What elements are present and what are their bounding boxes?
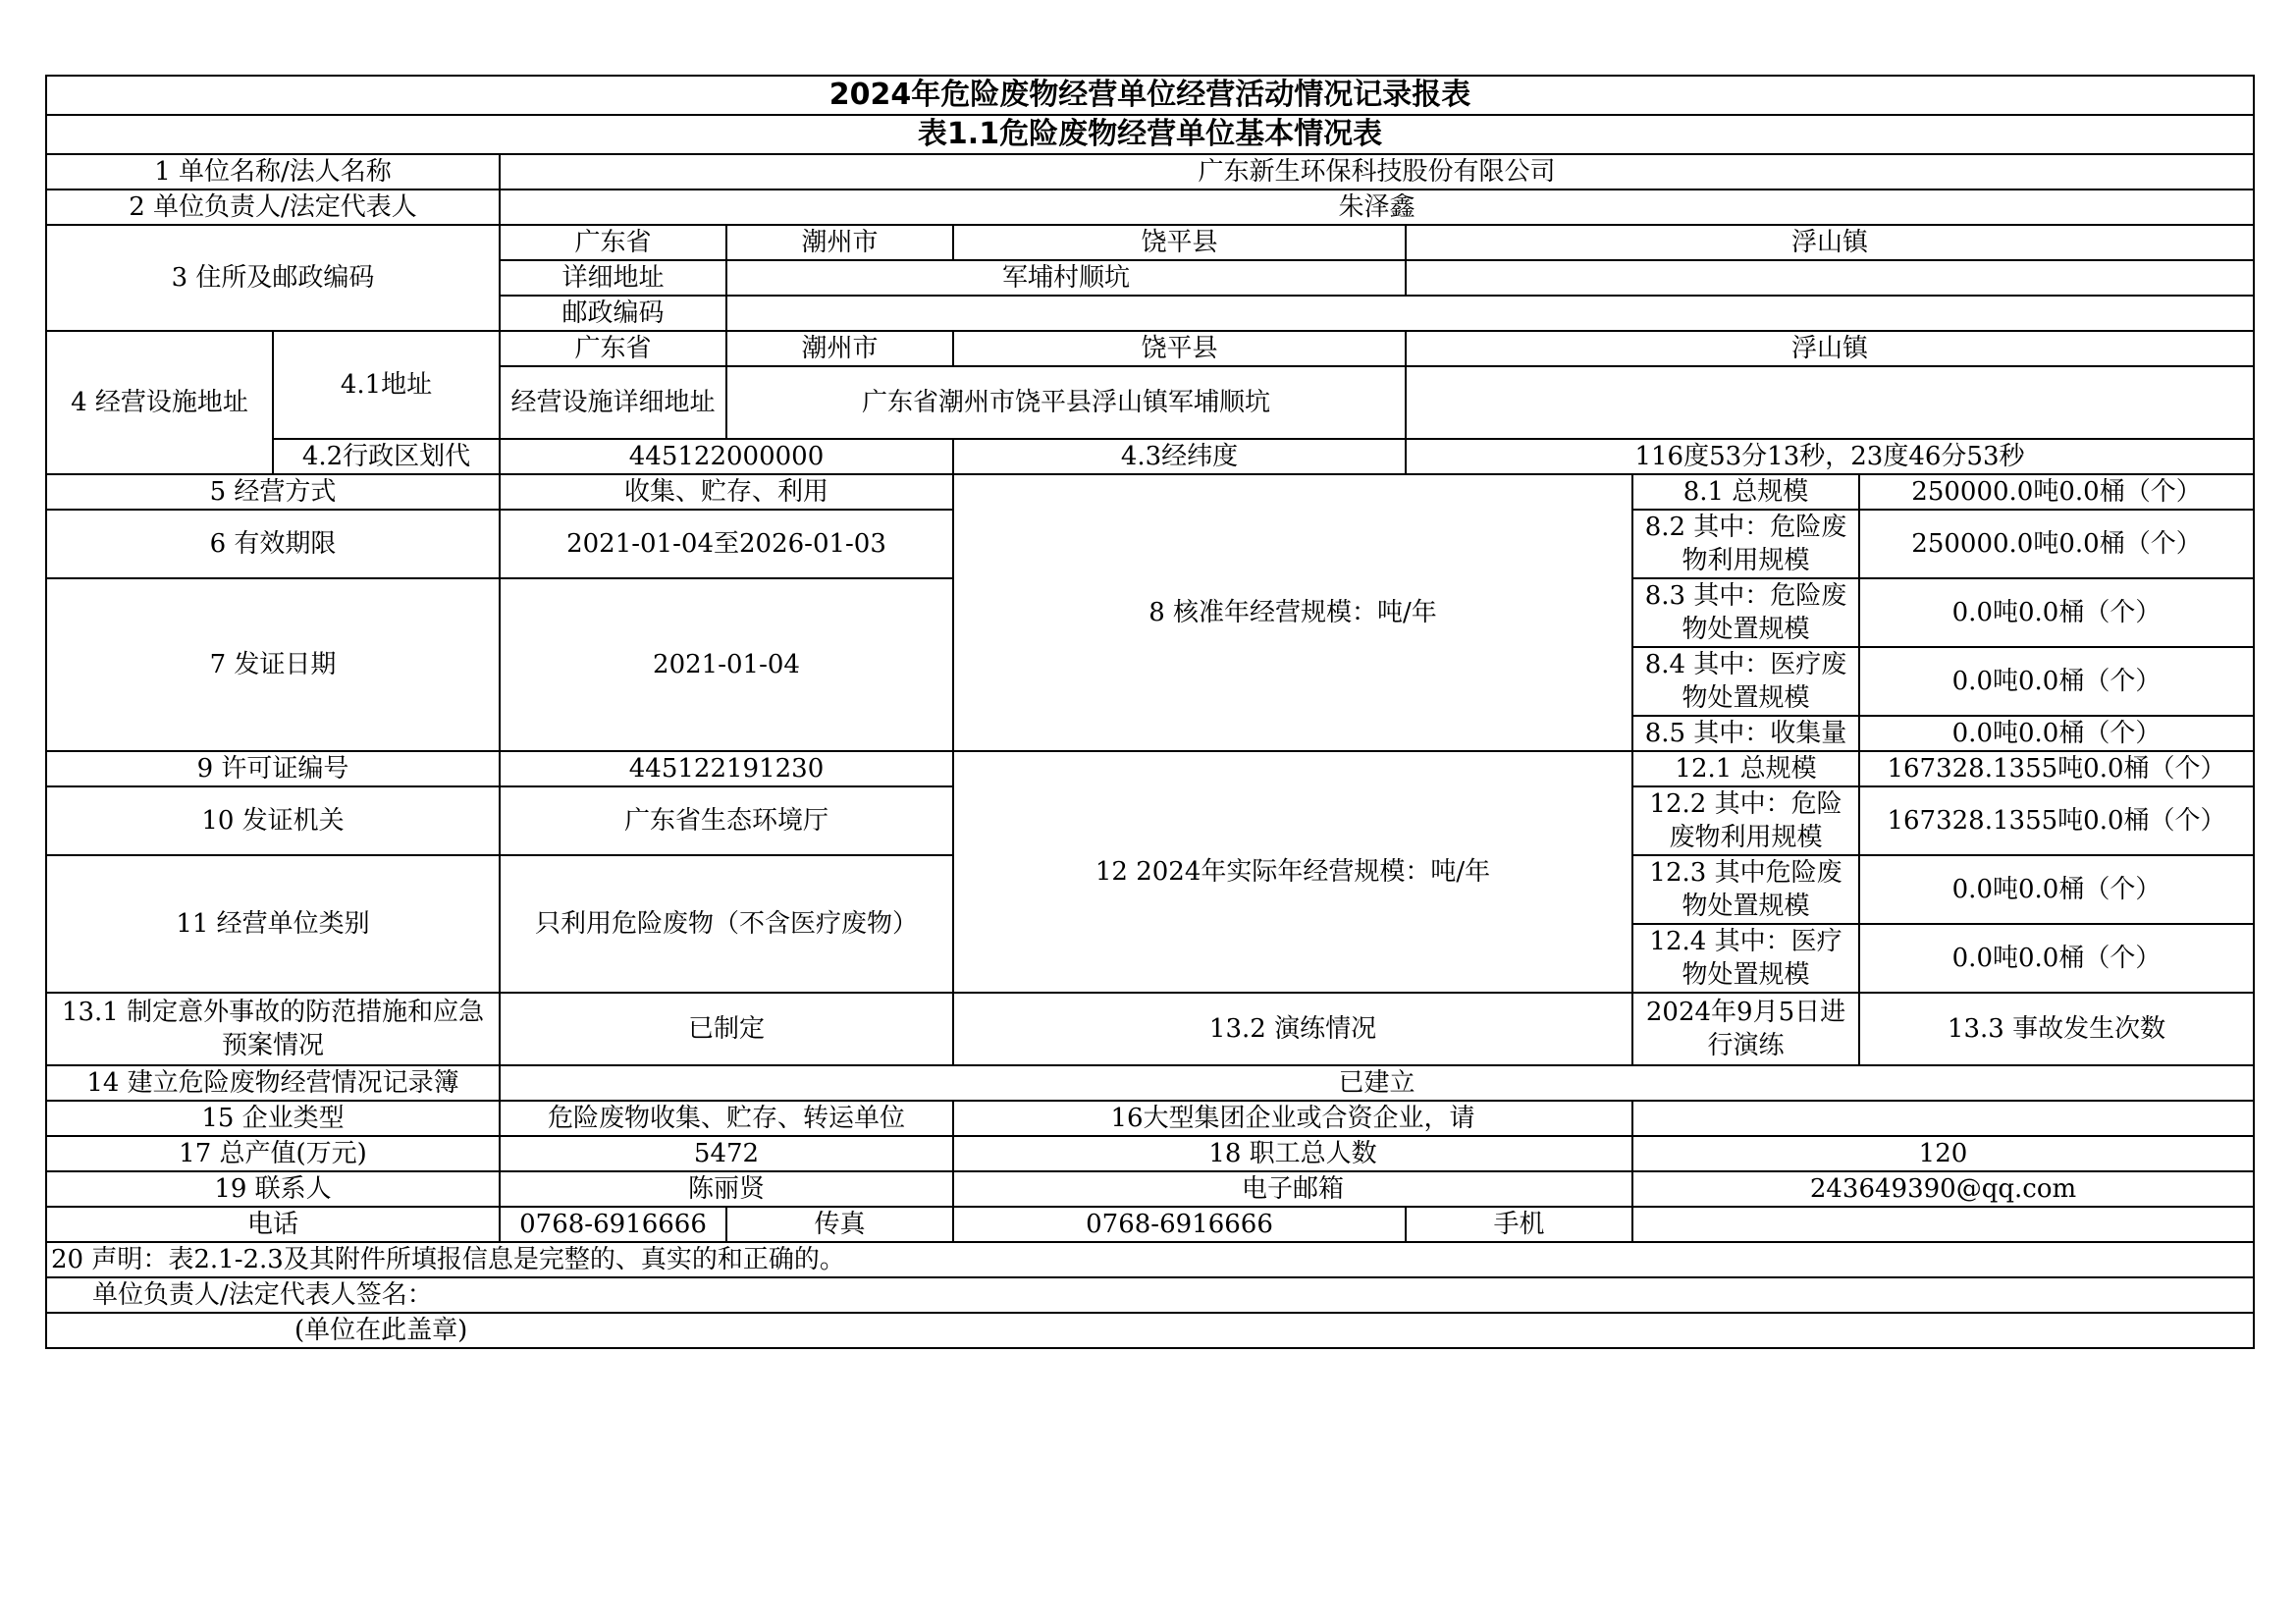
scale-8-4-value: 0.0吨0.0桶（个） [1859, 647, 2254, 716]
scale-12-2-value: 167328.1355吨0.0桶（个） [1859, 786, 2254, 855]
scale-8-1-label: 8.1 总规模 [1632, 474, 1859, 510]
mobile-label: 手机 [1406, 1207, 1632, 1242]
record-book-label: 14 建立危险废物经营情况记录簿 [46, 1065, 500, 1101]
contact-person-value: 陈丽贤 [500, 1171, 953, 1207]
issue-date-label: 7 发证日期 [46, 578, 500, 751]
scale-8-3-value: 0.0吨0.0桶（个） [1859, 578, 2254, 647]
residence-county: 饶平县 [953, 225, 1406, 260]
validity-value: 2021-01-04至2026-01-03 [500, 510, 953, 578]
residence-city: 潮州市 [726, 225, 953, 260]
drill-value: 2024年9月5日进行演练 [1632, 993, 1859, 1065]
table-subtitle: 表1.1危险废物经营单位基本情况表 [46, 115, 2254, 154]
scale-12-1-value: 167328.1355吨0.0桶（个） [1859, 751, 2254, 786]
legal-rep-value: 朱泽鑫 [500, 189, 2254, 225]
fax-value: 0768-6916666 [953, 1207, 1406, 1242]
scale-12-3-label: 12.3 其中危险废物处置规模 [1632, 855, 1859, 924]
coordinates-value: 116度53分13秒，23度46分53秒 [1406, 439, 2254, 474]
output-value-label: 17 总产值(万元) [46, 1136, 500, 1171]
residence-detail-value: 军埔村顺坑 [726, 260, 1406, 296]
legal-rep-label: 2 单位负责人/法定代表人 [46, 189, 500, 225]
record-book-value: 已建立 [500, 1065, 2254, 1101]
email-label: 电子邮箱 [953, 1171, 1632, 1207]
unit-category-label: 11 经营单位类别 [46, 855, 500, 993]
stamp-note: (单位在此盖章) [46, 1313, 2254, 1348]
signature-line: 单位负责人/法定代表人签名： [46, 1277, 2254, 1313]
group-enterprise-value [1632, 1101, 2254, 1136]
scale-12-1-label: 12.1 总规模 [1632, 751, 1859, 786]
postal-code-label: 邮政编码 [500, 296, 726, 331]
region-code-value: 445122000000 [500, 439, 953, 474]
facility-town: 浮山镇 [1406, 331, 2254, 366]
scale-8-5-label: 8.5 其中：收集量 [1632, 716, 1859, 751]
residence-detail-empty [1406, 260, 2254, 296]
group-enterprise-label: 16大型集团企业或合资企业，请 [953, 1101, 1632, 1136]
facility-address-label: 4 经营设施地址 [46, 331, 273, 474]
declaration-statement: 20 声明：表2.1-2.3及其附件所填报信息是完整的、真实的和正确的。 [46, 1242, 2254, 1277]
coordinates-label: 4.3经纬度 [953, 439, 1406, 474]
contact-person-label: 19 联系人 [46, 1171, 500, 1207]
residence-detail-label: 详细地址 [500, 260, 726, 296]
unit-category-value: 只利用危险废物（不含医疗废物） [500, 855, 953, 993]
operation-mode-label: 5 经营方式 [46, 474, 500, 510]
approved-scale-label: 8 核准年经营规模：吨/年 [953, 474, 1632, 751]
scale-12-2-label: 12.2 其中：危险废物利用规模 [1632, 786, 1859, 855]
scale-12-3-value: 0.0吨0.0桶（个） [1859, 855, 2254, 924]
scale-8-3-label: 8.3 其中：危险废物处置规模 [1632, 578, 1859, 647]
employee-count-label: 18 职工总人数 [953, 1136, 1632, 1171]
drill-label: 13.2 演练情况 [953, 993, 1632, 1065]
email-value: 243649390@qq.com [1632, 1171, 2254, 1207]
license-number-label: 9 许可证编号 [46, 751, 500, 786]
scale-8-5-value: 0.0吨0.0桶（个） [1859, 716, 2254, 751]
emergency-plan-label: 13.1 制定意外事故的防范措施和应急预案情况 [46, 993, 500, 1065]
scale-8-1-value: 250000.0吨0.0桶（个） [1859, 474, 2254, 510]
employee-count-value: 120 [1632, 1136, 2254, 1171]
report-title: 2024年危险废物经营单位经营活动情况记录报表 [46, 76, 2254, 115]
operation-mode-value: 收集、贮存、利用 [500, 474, 953, 510]
enterprise-type-value: 危险废物收集、贮存、转运单位 [500, 1101, 953, 1136]
facility-detail-label: 经营设施详细地址 [500, 366, 726, 439]
facility-address-sublabel: 4.1地址 [273, 331, 500, 439]
unit-name-label: 1 单位名称/法人名称 [46, 154, 500, 189]
scale-8-2-label: 8.2 其中：危险废物利用规模 [1632, 510, 1859, 578]
facility-city: 潮州市 [726, 331, 953, 366]
residence-label: 3 住所及邮政编码 [46, 225, 500, 331]
issuing-authority-label: 10 发证机关 [46, 786, 500, 855]
facility-detail-empty [1406, 366, 2254, 439]
scale-12-4-value: 0.0吨0.0桶（个） [1859, 924, 2254, 993]
enterprise-type-label: 15 企业类型 [46, 1101, 500, 1136]
record-form-table [45, 75, 2255, 1349]
license-number-value: 445122191230 [500, 751, 953, 786]
issue-date-value: 2021-01-04 [500, 578, 953, 751]
postal-code-value [726, 296, 2254, 331]
actual-scale-label: 12 2024年实际年经营规模：吨/年 [953, 751, 1632, 993]
facility-detail-value: 广东省潮州市饶平县浮山镇军埔顺坑 [726, 366, 1406, 439]
scale-12-4-label: 12.4 其中：医疗物处置规模 [1632, 924, 1859, 993]
phone-value: 0768-6916666 [500, 1207, 726, 1242]
validity-label: 6 有效期限 [46, 510, 500, 578]
residence-province: 广东省 [500, 225, 726, 260]
issuing-authority-value: 广东省生态环境厅 [500, 786, 953, 855]
scale-8-2-value: 250000.0吨0.0桶（个） [1859, 510, 2254, 578]
residence-town: 浮山镇 [1406, 225, 2254, 260]
facility-province: 广东省 [500, 331, 726, 366]
output-value-value: 5472 [500, 1136, 953, 1171]
fax-label: 传真 [726, 1207, 953, 1242]
scale-8-4-label: 8.4 其中：医疗废物处置规模 [1632, 647, 1859, 716]
facility-county: 饶平县 [953, 331, 1406, 366]
emergency-plan-value: 已制定 [500, 993, 953, 1065]
mobile-value [1632, 1207, 2254, 1242]
phone-label: 电话 [46, 1207, 500, 1242]
region-code-label: 4.2行政区划代 [273, 439, 500, 474]
accident-count-label: 13.3 事故发生次数 [1859, 993, 2254, 1065]
unit-name-value: 广东新生环保科技股份有限公司 [500, 154, 2254, 189]
